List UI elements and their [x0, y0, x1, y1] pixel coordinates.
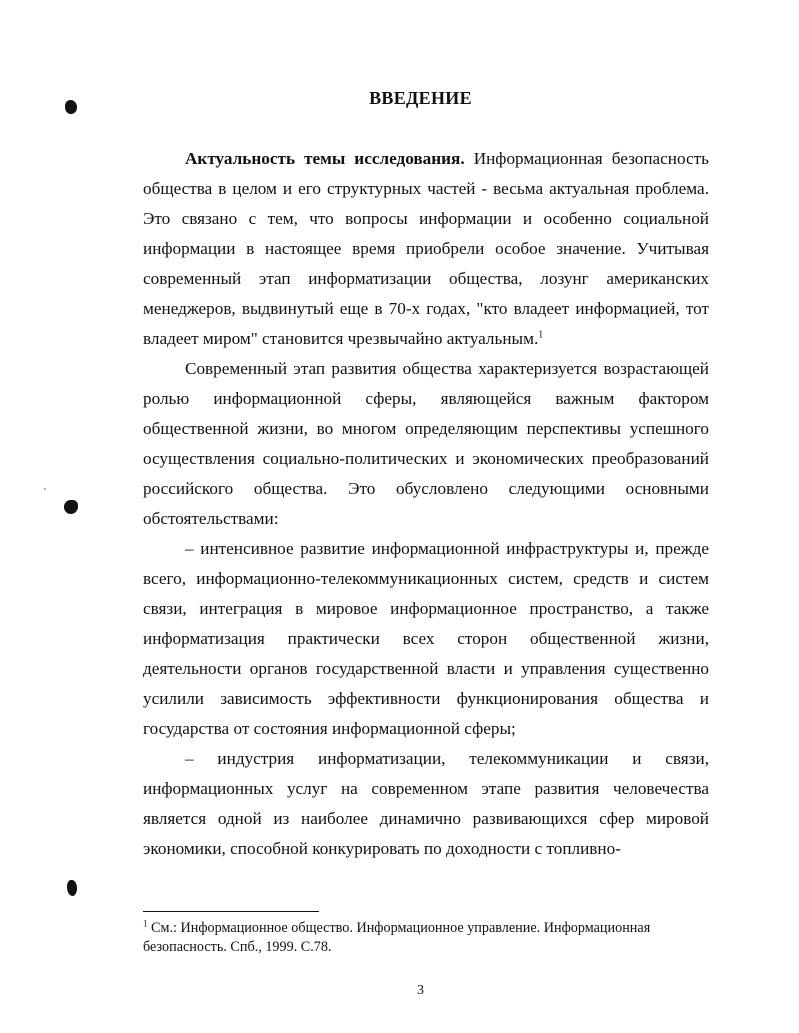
scan-blot-mark [64, 500, 78, 514]
paragraph-context: Современный этап развития общества характеризуется возрастающей ролью информационной сферы, являющейся важным фактором общественной жизни, во многом определяющим перспективы успешного осуществления социально-политических и экономических преобразований российского общества. Это обусловлено следующими основными обстоятельствами: [143, 359, 709, 528]
page-number: 3 [417, 983, 424, 998]
body-text [143, 144, 709, 864]
paragraph-list-item-infrastructure: – интенсивное развитие информационной инфраструктуры и, прежде всего, информационно-телекоммуникационных систем, средств и систем связи, интеграция в мировое информационное пространство, а также информатизация практически всех сторон общественной жизни, деятельности органов государственной власти и управления существенно усилили зависимость эффективности функционирования общества и государства от состояния информационной сферы; [143, 539, 709, 738]
footnote-reference[interactable]: 1 [538, 329, 544, 341]
footnote [143, 919, 709, 957]
footnote-text: См.: Информационное общество. Информационное управление. Информационная безопасность. Спб., 1999. С.78. [143, 920, 651, 955]
page-title: ВВЕДЕНИЕ [369, 88, 472, 108]
footnote-divider [143, 911, 319, 912]
footnote-mark: 1 [143, 918, 148, 929]
paragraph-text: Информационная безопасность общества в целом и его структурных частей - весьма актуальная проблема. Это связано с тем, что вопросы информации и особенно социальной информации в настоящее время приобрели особое значение. Учитывая современный этап информатизации общества, лозунг американских менеджеров, выдвинутый еще в 70-х годах, "кто владеет информацией, тот владеет миром" становится чрезвычайно актуальным. [143, 149, 710, 348]
paragraph-list-item-industry: – индустрия информатизации, телекоммуникации и связи, информационных услуг на современном этапе развития человечества является одной из наиболее динамично развивающихся сфер мировой экономики, способной конкурировать по доходности с топливно- [143, 749, 709, 858]
paragraph-lead-heading: Актуальность темы исследования. [185, 149, 465, 168]
scan-speck [44, 488, 46, 490]
paragraph-relevance [143, 144, 709, 354]
scan-blot-mark [67, 880, 77, 896]
